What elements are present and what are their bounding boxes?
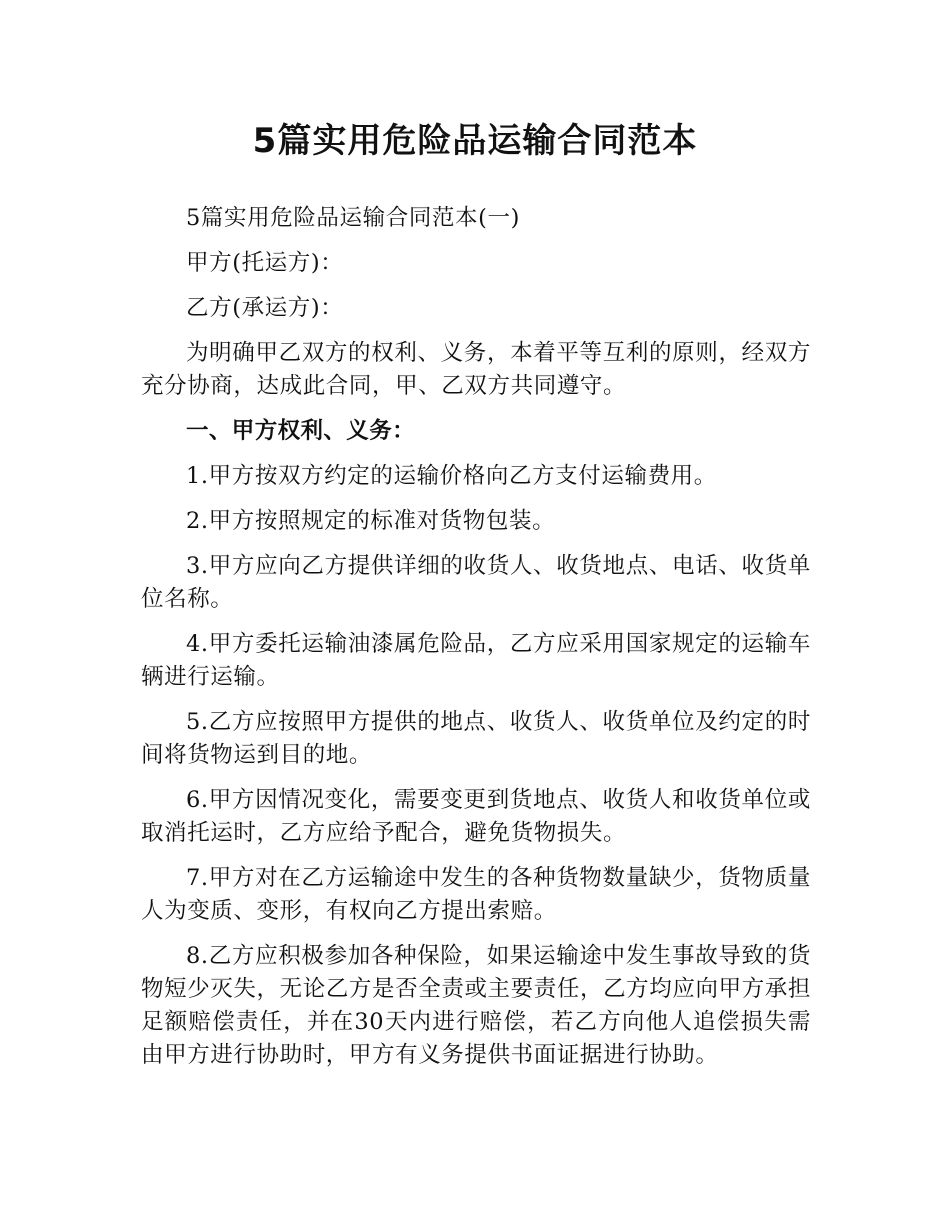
clause-item: 5.乙方应按照甲方提供的地点、收货人、收货单位及约定的时间将货物运到目的地。 [141,709,811,768]
document-title: 5篇实用危险品运输合同范本 [252,121,698,161]
party-a-line: 甲方(托运方)： [186,250,344,276]
party-b-line: 乙方(承运方)： [186,295,344,321]
clause-item: 7.甲方对在乙方运输途中发生的各种货物数量缺少，货物质量人为变质、变形，有权向乙方提出索赔。 [141,865,811,924]
clause-item: 2.甲方按照规定的标准对货物包装。 [186,508,556,534]
clause-item: 3.甲方应向乙方提供详细的收货人、收货地点、电话、收货单位名称。 [141,553,811,612]
clause-item: 1.甲方按双方约定的运输价格向乙方支付运输费用。 [186,463,717,489]
document-body [141,202,811,1084]
clause-item: 8.乙方应积极参加各种保险，如果运输途中发生事故导致的货物短少灭失，无论乙方是否全责或主要责任，乙方均应向甲方承担足额赔偿责任，并在30天内进行赔偿，若乙方向他人追偿损失需由甲方进行协助时，甲方有义务提供书面证据进行协助。 [141,943,811,1068]
clause-item: 4.甲方委托运输油漆属危险品，乙方应采用国家规定的运输车辆进行运输。 [141,631,811,690]
preamble-paragraph: 为明确甲乙双方的权利、义务，本着平等互利的原则，经双方充分协商，达成此合同，甲、乙双方共同遵守。 [141,340,811,399]
section-subtitle: 5篇实用危险品运输合同范本(一) [186,205,520,231]
section-heading: 一、甲方权利、义务： [186,418,416,444]
clause-item: 6.甲方因情况变化，需要变更到货地点、收货人和收货单位或取消托运时，乙方应给予配合，避免货物损失。 [141,787,811,846]
